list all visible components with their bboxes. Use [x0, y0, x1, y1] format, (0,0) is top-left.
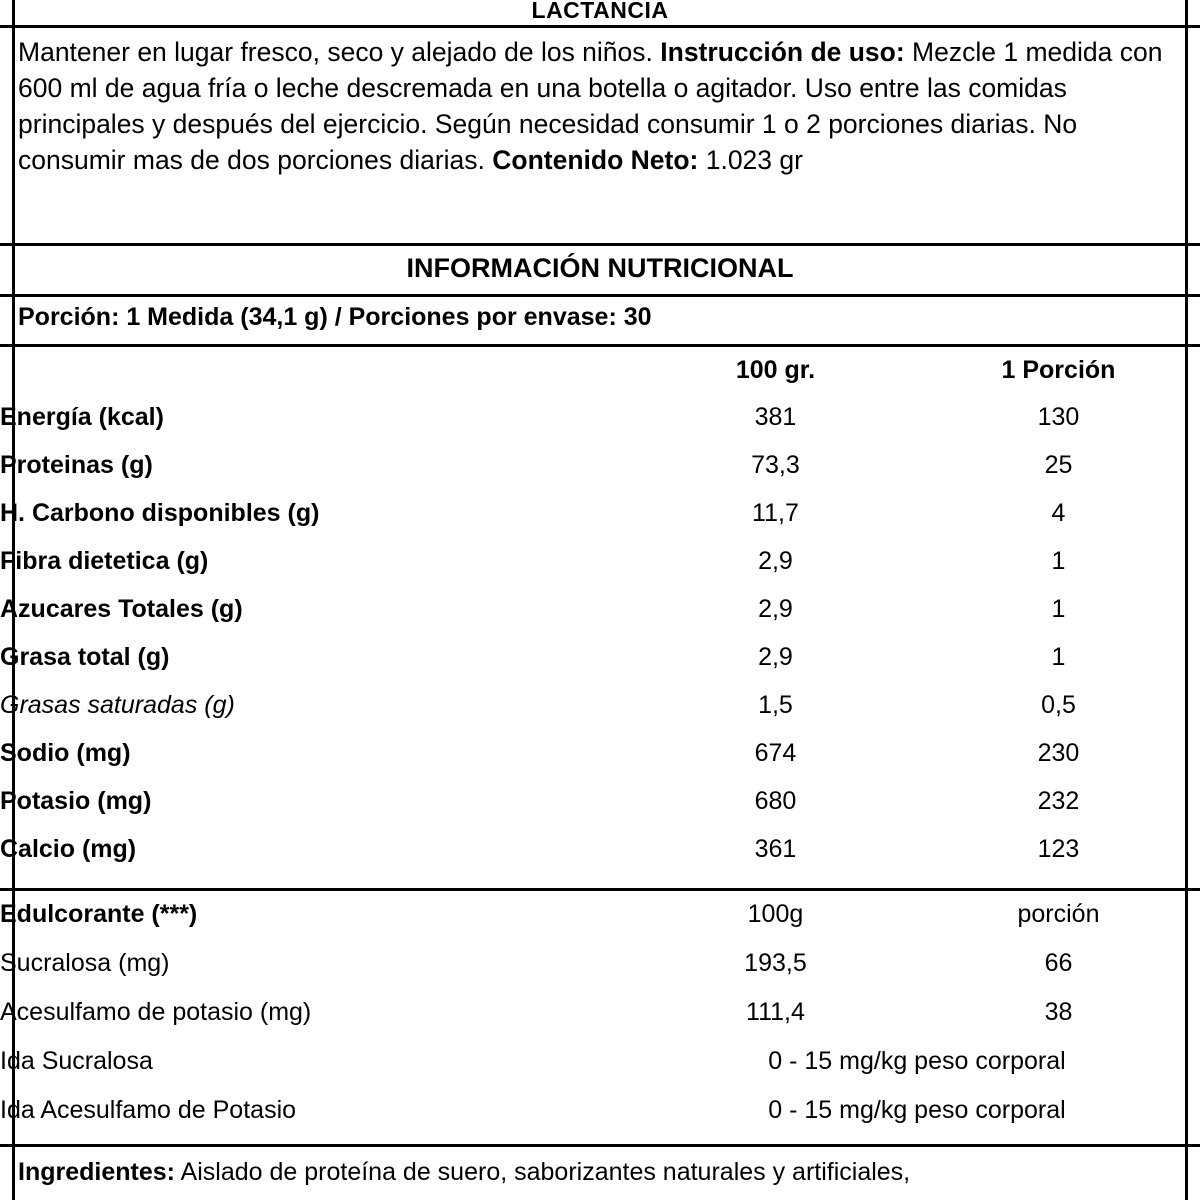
usage-instructions: Mantener en lugar fresco, seco y alejado de los niños. Instrucción de uso: Mezcle 1 medida con 600 ml de agua fría o leche descremada en una botella o agitador. Uso entre las comidas principales y después del ejercicio. Según necesidad consumir 1 o 2 porciones diarias. No consumir mas de dos porciones diarias. Contenido Neto: 1.023 gr: [18, 37, 1163, 175]
sweetener-note: 0 - 15 mg/kg peso corporal: [768, 1096, 1066, 1124]
sweetener-row: [0, 939, 1200, 988]
nutrient-name: Fibra dietetica (g): [0, 546, 209, 575]
nutrient-name: Sodio (mg): [0, 738, 131, 767]
nutrient-value-100g: 73,3: [751, 450, 800, 479]
table-row: [0, 633, 1200, 681]
sweetener-header-portion: porción: [1017, 900, 1100, 928]
nutrient-value-100g: 2,9: [758, 546, 793, 575]
sweetener-value-portion: 38: [1044, 998, 1073, 1026]
nutrient-value-portion: 4: [1051, 498, 1066, 527]
nutrient-name: Grasa total (g): [0, 642, 170, 671]
cut-off-heading: [0, 0, 1200, 24]
sweetener-name: Acesulfamo de potasio (mg): [0, 998, 312, 1026]
sweetener-value-100g: 111,4: [746, 998, 805, 1026]
nutrient-value-100g: 2,9: [758, 594, 793, 623]
table-row: [0, 537, 1200, 585]
divider-usage-bottom: [0, 243, 1200, 246]
nutrient-name: Calcio (mg): [0, 834, 137, 863]
header-per-100g: 100 gr.: [735, 356, 816, 384]
ingredients-text: Ingredientes: Aislado de proteína de suero, saborizantes naturales y artificiales,: [18, 1158, 911, 1186]
sweetener-header-100g: 100g: [747, 900, 804, 928]
nutrient-name: Potasio (mg): [0, 786, 152, 815]
nutrient-name: H. Carbono disponibles (g): [0, 498, 320, 527]
nutrient-name: Grasas saturadas (g): [0, 690, 235, 719]
nutrient-value-portion: 1: [1051, 594, 1066, 623]
table-row: [0, 441, 1200, 489]
sweetener-row: [0, 988, 1200, 1037]
table-row: [0, 729, 1200, 777]
sweetener-value-portion: 66: [1044, 949, 1073, 977]
nutrient-value-100g: 2,9: [758, 642, 793, 671]
sweetener-name: Ida Sucralosa: [0, 1047, 153, 1075]
nutrition-title: INFORMACIÓN NUTRICIONAL: [406, 253, 794, 283]
cut-off-heading-text: LACTANCIA: [531, 0, 669, 23]
table-row: [0, 777, 1200, 825]
sweetener-name: Ida Acesulfamo de Potasio: [0, 1096, 297, 1124]
nutrient-name: Energía (kcal): [0, 402, 164, 431]
divider-ingredients-top: [0, 1144, 1200, 1147]
table-header-row: [0, 348, 1200, 393]
nutrient-value-portion: 130: [1037, 402, 1080, 431]
nutrition-table: [0, 348, 1200, 873]
nutrient-value-portion: 1: [1051, 546, 1066, 575]
sweetener-table: [0, 890, 1200, 1135]
nutrient-value-portion: 25: [1044, 450, 1073, 479]
sweetener-header-label: Edulcorante (***): [0, 900, 198, 928]
nutrient-value-100g: 1,5: [758, 690, 793, 719]
table-row: [0, 585, 1200, 633]
sweetener-header-row: [0, 890, 1200, 939]
sweetener-name: Sucralosa (mg): [0, 949, 170, 977]
table-row: [0, 489, 1200, 537]
table-row: [0, 393, 1200, 441]
nutrient-value-100g: 680: [754, 786, 797, 815]
divider-top: [0, 25, 1200, 28]
nutrient-value-100g: 11,7: [752, 498, 799, 527]
nutrient-value-100g: 361: [754, 834, 797, 863]
header-per-portion: 1 Porción: [1001, 356, 1116, 384]
header-blank: [0, 348, 634, 393]
nutrient-value-portion: 232: [1037, 786, 1080, 815]
nutrient-value-100g: 381: [754, 402, 797, 431]
portion-info: Porción: 1 Medida (34,1 g) / Porciones por envase: 30: [18, 303, 652, 331]
nutrient-value-portion: 230: [1037, 738, 1080, 767]
sweetener-note: 0 - 15 mg/kg peso corporal: [768, 1047, 1066, 1075]
table-row: [0, 825, 1200, 873]
nutrient-value-portion: 1: [1051, 642, 1066, 671]
sweetener-value-100g: 193,5: [744, 949, 807, 977]
nutrient-name: Azucares Totales (g): [0, 594, 243, 623]
sweetener-row: [0, 1086, 1200, 1135]
divider-portion-bottom: [0, 344, 1200, 347]
divider-title-bottom: [0, 294, 1200, 297]
nutrient-value-portion: 0,5: [1041, 690, 1076, 719]
nutrient-value-100g: 674: [754, 738, 797, 767]
sweetener-row: [0, 1037, 1200, 1086]
nutrient-value-portion: 123: [1037, 834, 1080, 863]
table-row: [0, 681, 1200, 729]
nutrient-name: Proteinas (g): [0, 450, 153, 479]
